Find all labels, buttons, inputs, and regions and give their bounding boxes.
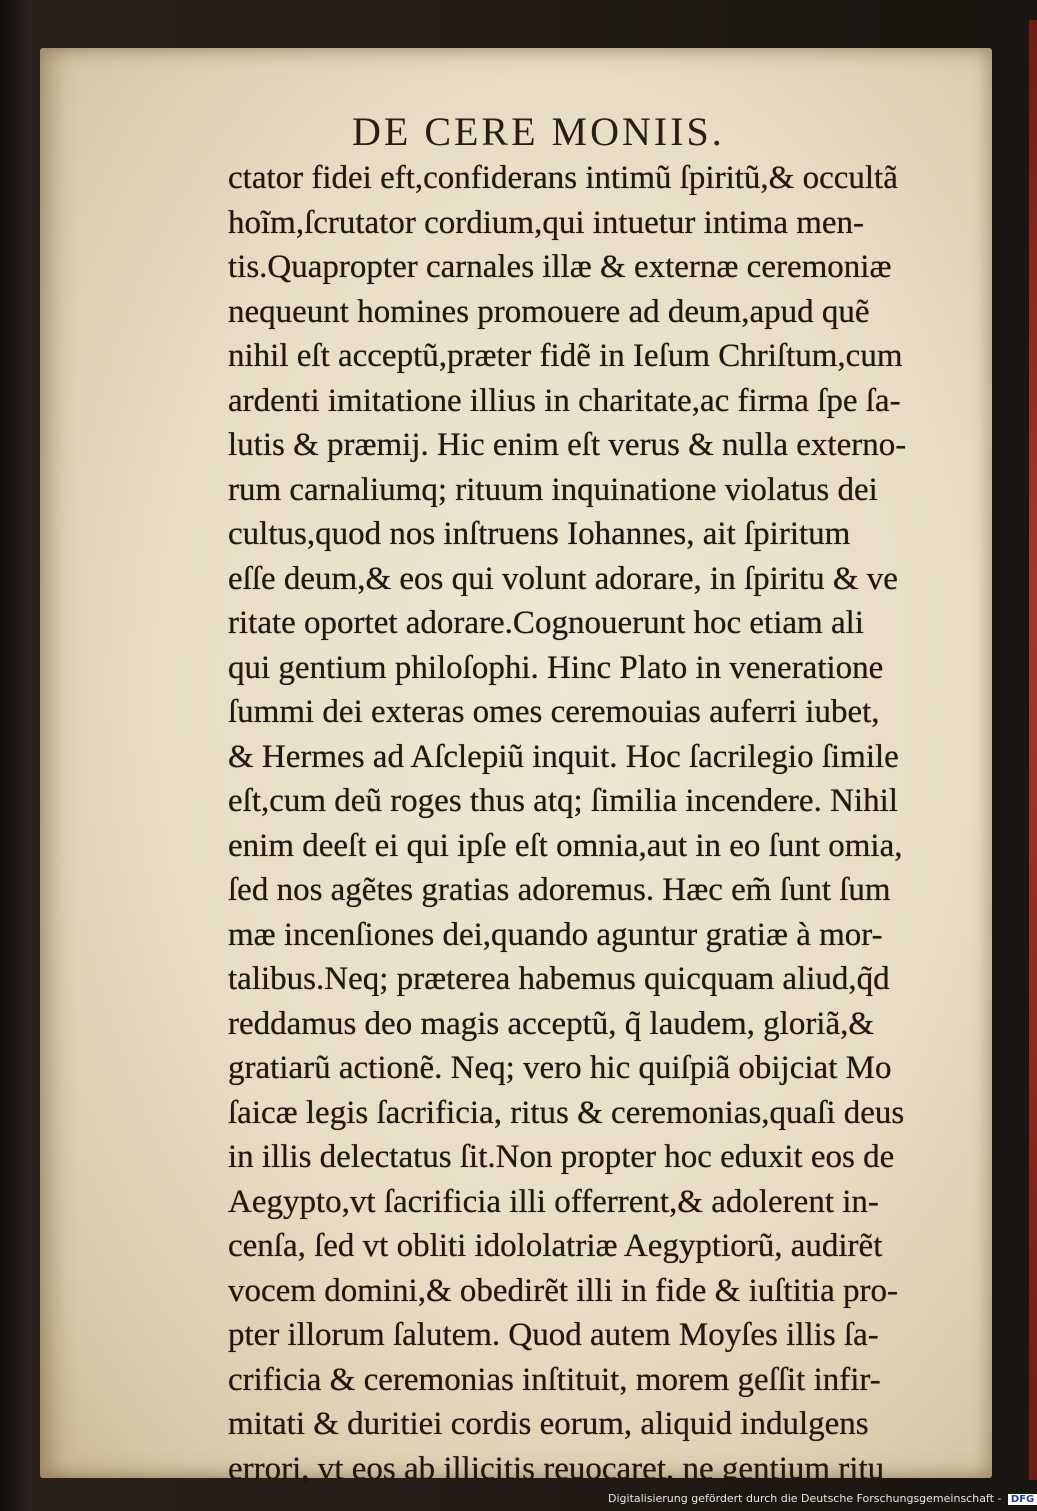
text-line: errori, vt eos ab illicitis reuocaret, ne gentium ritu — [228, 1450, 885, 1487]
text-line: reddamus deo magis acceptũ, q̃ laudem, gloriã,& — [228, 1005, 875, 1042]
text-line: ctator fidei eft,confiderans intimũ ſpiritũ,& occultã — [228, 160, 898, 196]
text-line: tis.Quapropter carnales illæ & externæ ceremoniæ — [228, 249, 892, 285]
text-line: crificia & ceremonias inſtituit, morem geſſit infir- — [228, 1361, 881, 1398]
text-line: nequeunt homines promouere ad deum,apud quẽ — [228, 293, 870, 330]
text-line: qui gentium philoſophi. Hinc Plato in veneratione — [228, 649, 884, 686]
running-head: DE CERE MONIIS. — [352, 109, 725, 154]
text-line: Aegypto,vt ſacrificia illi offerrent,& adolerent in- — [228, 1183, 879, 1220]
text-line: & Hermes ad Aſclepiũ inquit. Hoc ſacrilegio ſimile — [228, 738, 899, 775]
text-line: cenſa, ſed vt obliti idololatriæ Aegyptiorũ, audirẽt — [228, 1228, 883, 1264]
digitization-credit — [608, 1492, 1037, 1505]
book-edge — [1029, 20, 1037, 1480]
text-line: ardenti imitatione illius in charitate,ac firma ſpe ſa- — [228, 382, 901, 419]
text-line: ſed nos agẽtes gratias adoremus. Hæc em̃ ſunt ſum — [228, 872, 891, 908]
text-line: pter illorum ſalutem. Quod autem Moyſes illis ſa- — [228, 1317, 879, 1353]
text-line: ſummi dei exteras omes ceremouias auferri iubet, — [228, 694, 880, 730]
text-line: ritate oportet adorare.Cognouerunt hoc etiam ali — [228, 605, 864, 641]
text-line: lutis & præmij. Hic enim eſt verus & nulla externo- — [228, 427, 907, 463]
text-line: vocem domini,& obedirẽt illi in fide & iuſtitia pro- — [228, 1272, 898, 1309]
text-line: enim deeſt ei qui ipſe eſt omnia,aut in eo ſunt omia, — [228, 827, 903, 864]
text-line: cultus,quod nos inſtruens Iohannes, ait ſpiritum — [228, 516, 851, 552]
text-line: mæ incenſiones dei,quando aguntur gratiæ à mor- — [228, 916, 883, 953]
text-line: rum carnaliumq; rituum inquinatione violatus dei — [228, 471, 878, 508]
text-line: talibus.Neq; præterea habemus quicquam aliud,q̃d — [228, 961, 890, 997]
body-text — [228, 156, 958, 1491]
text-line: in illis delectatus ſit.Non propter hoc eduxit eos de — [228, 1139, 895, 1175]
text-line: hoĩm,ſcrutator cordium,qui intuetur intima men- — [228, 204, 865, 241]
text-line: eſt,cum deũ roges thus atq; ſimilia incendere. Nihil — [228, 783, 898, 819]
text-line: nihil eſt acceptũ,præter fidẽ in Ieſum Chriſtum,cum — [228, 338, 903, 374]
dfg-logo: DFG — [1008, 1494, 1037, 1505]
credit-text: Digitalisierung gefördert durch die Deutsche Forschungsgemeinschaft - — [608, 1492, 1002, 1505]
text-line: gratiarũ actionẽ. Neq; vero hic quiſpiã obijciat Mo — [228, 1050, 892, 1086]
text-line: eſſe deum,& eos qui volunt adorare, in ſpiritu & ve — [228, 560, 898, 597]
text-line: mitati & duritiei cordis eorum, aliquid indulgens — [228, 1406, 869, 1442]
text-line: ſaicæ legis ſacrificia, ritus & ceremonias,quaſi deus — [228, 1094, 905, 1131]
